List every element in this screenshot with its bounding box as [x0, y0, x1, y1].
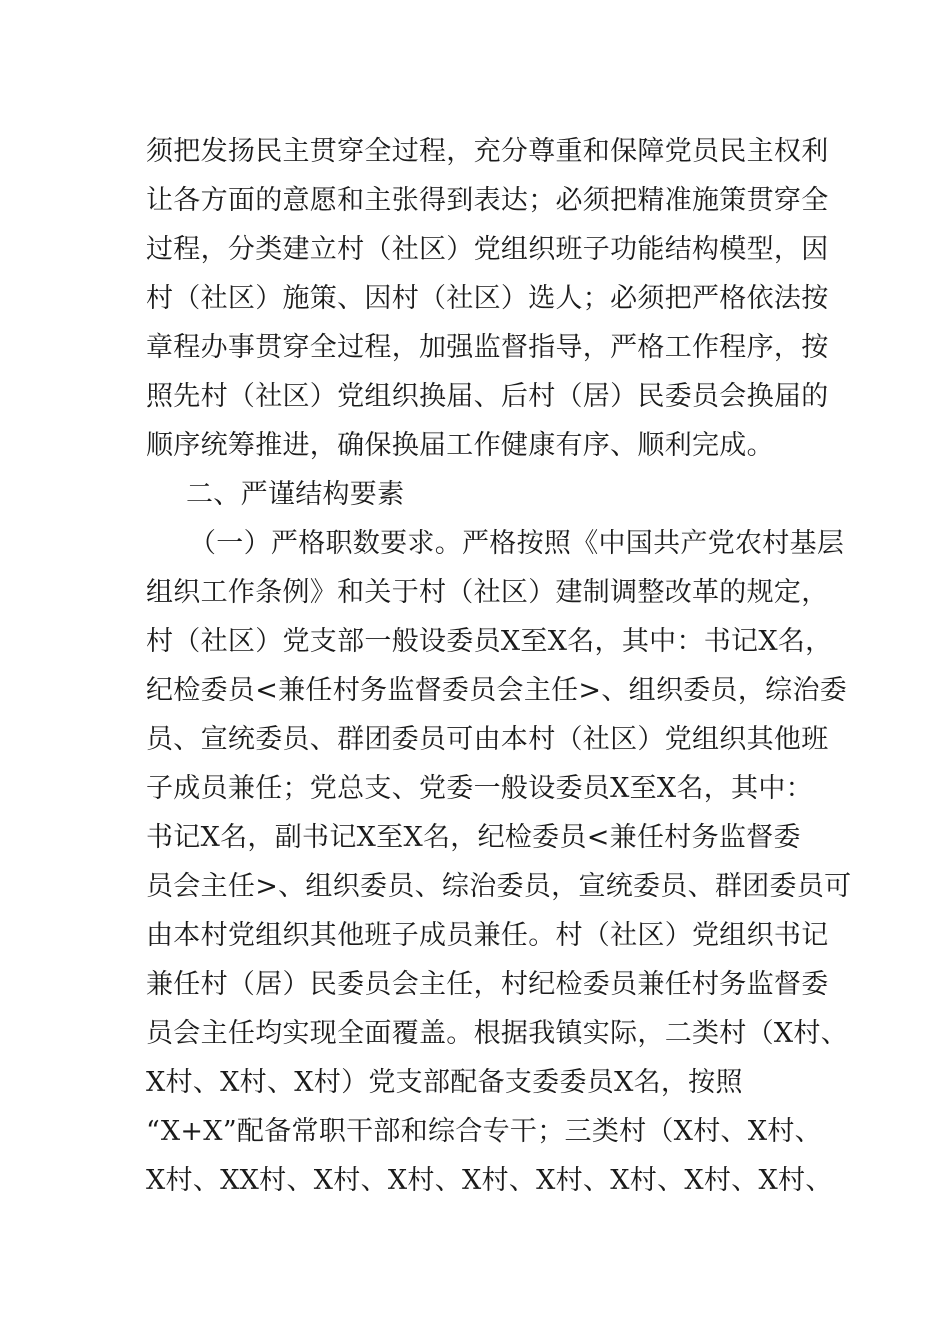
paragraph-line: 顺序统筹推进，确保换届工作健康有序、顺利完成。	[146, 430, 774, 461]
paragraph-line: 照先村（社区）党组织换届、后村（居）民委员会换届的	[146, 381, 829, 412]
paragraph-line: 纪检委员<兼任村务监督委员会主任>、组织委员，综治委	[146, 675, 848, 706]
paragraph-line: 须把发扬民主贯穿全过程，充分尊重和保障党员民主权利	[146, 136, 829, 167]
paragraph-line: 员、宣统委员、群团委员可由本村（社区）党组织其他班	[146, 724, 829, 755]
paragraph-line: （一）严格职数要求。严格按照《中国共产党农村基层	[189, 528, 845, 559]
paragraph-line: X村、X村、X村）党支部配备支委委员X名，按照	[146, 1067, 743, 1098]
paragraph-line: “X+X”配备常职干部和综合专干；三类村（X村、X村、	[146, 1116, 822, 1147]
paragraph-line: X村、XX村、X村、X村、X村、X村、X村、X村、X村、	[146, 1165, 833, 1196]
paragraph-line: 村（社区）党支部一般设委员X至X名，其中：书记X名，	[146, 626, 833, 657]
paragraph-line: 村（社区）施策、因村（社区）选人；必须把严格依法按	[146, 283, 829, 314]
paragraph-line: 章程办事贯穿全过程，加强监督指导，严格工作程序，按	[146, 332, 829, 363]
paragraph-line: 员会主任均实现全面覆盖。根据我镇实际，二类村（X村、	[146, 1018, 849, 1049]
paragraph-line: 书记X名，副书记X至X名，纪检委员<兼任村务监督委	[146, 822, 801, 853]
paragraph-line: 员会主任>、组织委员、综治委员，宣统委员、群团委员可	[146, 871, 852, 902]
paragraph-line: 兼任村（居）民委员会主任，村纪检委员兼任村务监督委	[146, 969, 829, 1000]
paragraph-line: 组织工作条例》和关于村（社区）建制调整改革的规定，	[146, 577, 829, 608]
paragraph-line: 子成员兼任；党总支、党委一般设委员X至X名，其中：	[146, 773, 813, 804]
paragraph-line: 由本村党组织其他班子成员兼任。村（社区）党组织书记	[146, 920, 829, 951]
section-heading: 二、严谨结构要素	[186, 479, 405, 510]
paragraph-line: 让各方面的意愿和主张得到表达；必须把精准施策贯穿全	[146, 185, 829, 216]
document-body	[146, 127, 852, 1205]
paragraph-line: 过程，分类建立村（社区）党组织班子功能结构模型，因	[146, 234, 829, 265]
